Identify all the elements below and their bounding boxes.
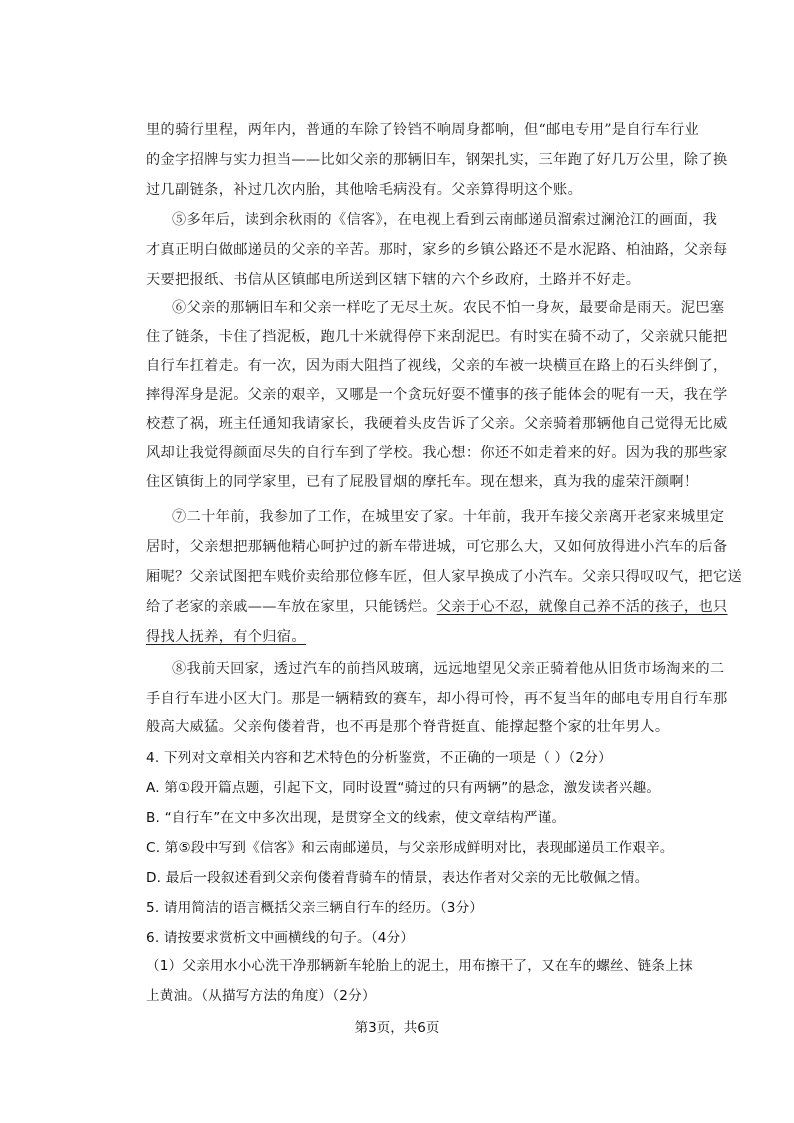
text-line: 风却让我觉得颜面尽失的自行车到了学校。我心想：你还不如走着来的好。因为我的那些家 [146, 445, 728, 461]
text-line: 居时，父亲想把那辆他精心呵护过的新车带进城，可它那么大，又如何放得进小汽车的后备 [146, 539, 728, 555]
text-line: 般高大威猛。父亲佝偻着背，也不再是那个脊背挺直、能撑起整个家的壮年男人。 [146, 719, 670, 735]
text-line: 天要把报纸、书信从区镇邮电所送到区辖下辖的六个乡政府，土路并不好走。 [146, 272, 641, 288]
text-line [146, 597, 728, 617]
question-4-option-b: B. “自行车”在文中多次出现，是贯穿全文的线索，使文章结构严谨。 [146, 810, 566, 826]
text-segment: 给了老家的亲戚——车放在家里，只能锈烂。 [146, 599, 437, 615]
question-6: 6. 请按要求赏析文中画横线的句子。（4分） [146, 930, 415, 946]
text-line: 摔得浑身是泥。父亲的艰辛，又哪是一个贪玩好耍不懂事的孩子能体会的呢有一天，我在学 [146, 387, 728, 403]
text-line: 手自行车进小区大门。那是一辆精致的赛车，却小得可怜，再不复当年的邮电专用自行车那 [146, 691, 728, 707]
question-4-option-d: D. 最后一段叙述看到父亲佝偻着背骑车的情景，表达作者对父亲的无比敬佩之情。 [146, 870, 649, 886]
text-line: 厢呢？父亲试图把车贱价卖给那位修车匠，但人家早换成了小汽车。父亲只得叹叹气，把它送 [146, 569, 743, 585]
text-line: 自行车扛着走。有一次，因为雨大阻挡了视线，父亲的车被一块横亘在路上的石头绊倒了， [146, 358, 728, 374]
text-line: ⑤多年后，读到余秋雨的《信客》，在电视上看到云南邮递员溜索过澜沧江的画面，我 [172, 212, 718, 228]
text-line: ⑧我前天回家，透过汽车的前挡风玻璃，远远地望见父亲正骑着他从旧货市场淘来的二 [172, 661, 725, 677]
text-line: 过几副链条，补过几次内胎，其他啥毛病没有。父亲算得明这个账。 [146, 182, 583, 198]
text-line: 校惹了祸，班主任通知我请家长，我硬着头皮告诉了父亲。父亲骑着那辆他自己觉得无比威 [146, 416, 728, 432]
question-4-option-c: C. 第⑤段中写到《信客》和云南邮递员，与父亲形成鲜明对比，表现邮递员工作艰辛。 [146, 840, 674, 856]
question-6-part-1-cont: 上黄油。（从描写方法的角度）（2分） [146, 988, 376, 1004]
question-4: 4. 下列对文章相关内容和艺术特色的分析鉴赏，不正确的一项是（ ）（2分） [146, 750, 612, 766]
question-4-option-a: A. 第①段开篇点题，引起下文，同时设置“骑过的只有两辆”的悬念，激发读者兴趣。 [146, 780, 661, 796]
text-line: ⑥父亲的那辆旧车和父亲一样吃了无尽土灰。农民不怕一身灰，最要命是雨天。泥巴塞 [172, 300, 725, 316]
text-line: 住区镇街上的同学家里，已有了屁股冒烟的摩托车。现在想来，真为我的虚荣汗颜啊！ [146, 474, 699, 490]
question-6-part-1: （1）父亲用水小心洗干净那辆新车轮胎上的泥土，用布擦干了，又在车的螺丝、链条上抹 [146, 958, 693, 974]
text-line: 里的骑行里程，两年内，普通的车除了铃铛不响周身都响，但“邮电专用”是自行车行业 [146, 122, 700, 138]
page-footer: 第3页，共6页 [354, 1020, 440, 1036]
text-line: 的金字招牌与实力担当——比如父亲的那辆旧车，钢架扎实，三年跑了好几万公里，除了换 [146, 152, 728, 168]
text-line: 才真正明白做邮递员的父亲的辛苦。那时，家乡的乡镇公路还不是水泥路、柏油路，父亲每 [146, 242, 728, 258]
question-5: 5. 请用简洁的语言概括父亲三辆自行车的经历。（3分） [146, 900, 484, 916]
underlined-sentence: 得找人抚养，有个归宿。 [146, 629, 306, 645]
text-line: ⑦二十年前，我参加了工作，在城里安了家。十年前，我开车接父亲离开老家来城里定 [172, 509, 725, 525]
underlined-sentence: 父亲于心不忍，就像自己养不活的孩子，也只 [436, 599, 728, 615]
text-line: 住了链条，卡住了挡泥板，跑几十米就得停下来刮泥巴。有时实在骑不动了，父亲就只能把 [146, 329, 728, 345]
